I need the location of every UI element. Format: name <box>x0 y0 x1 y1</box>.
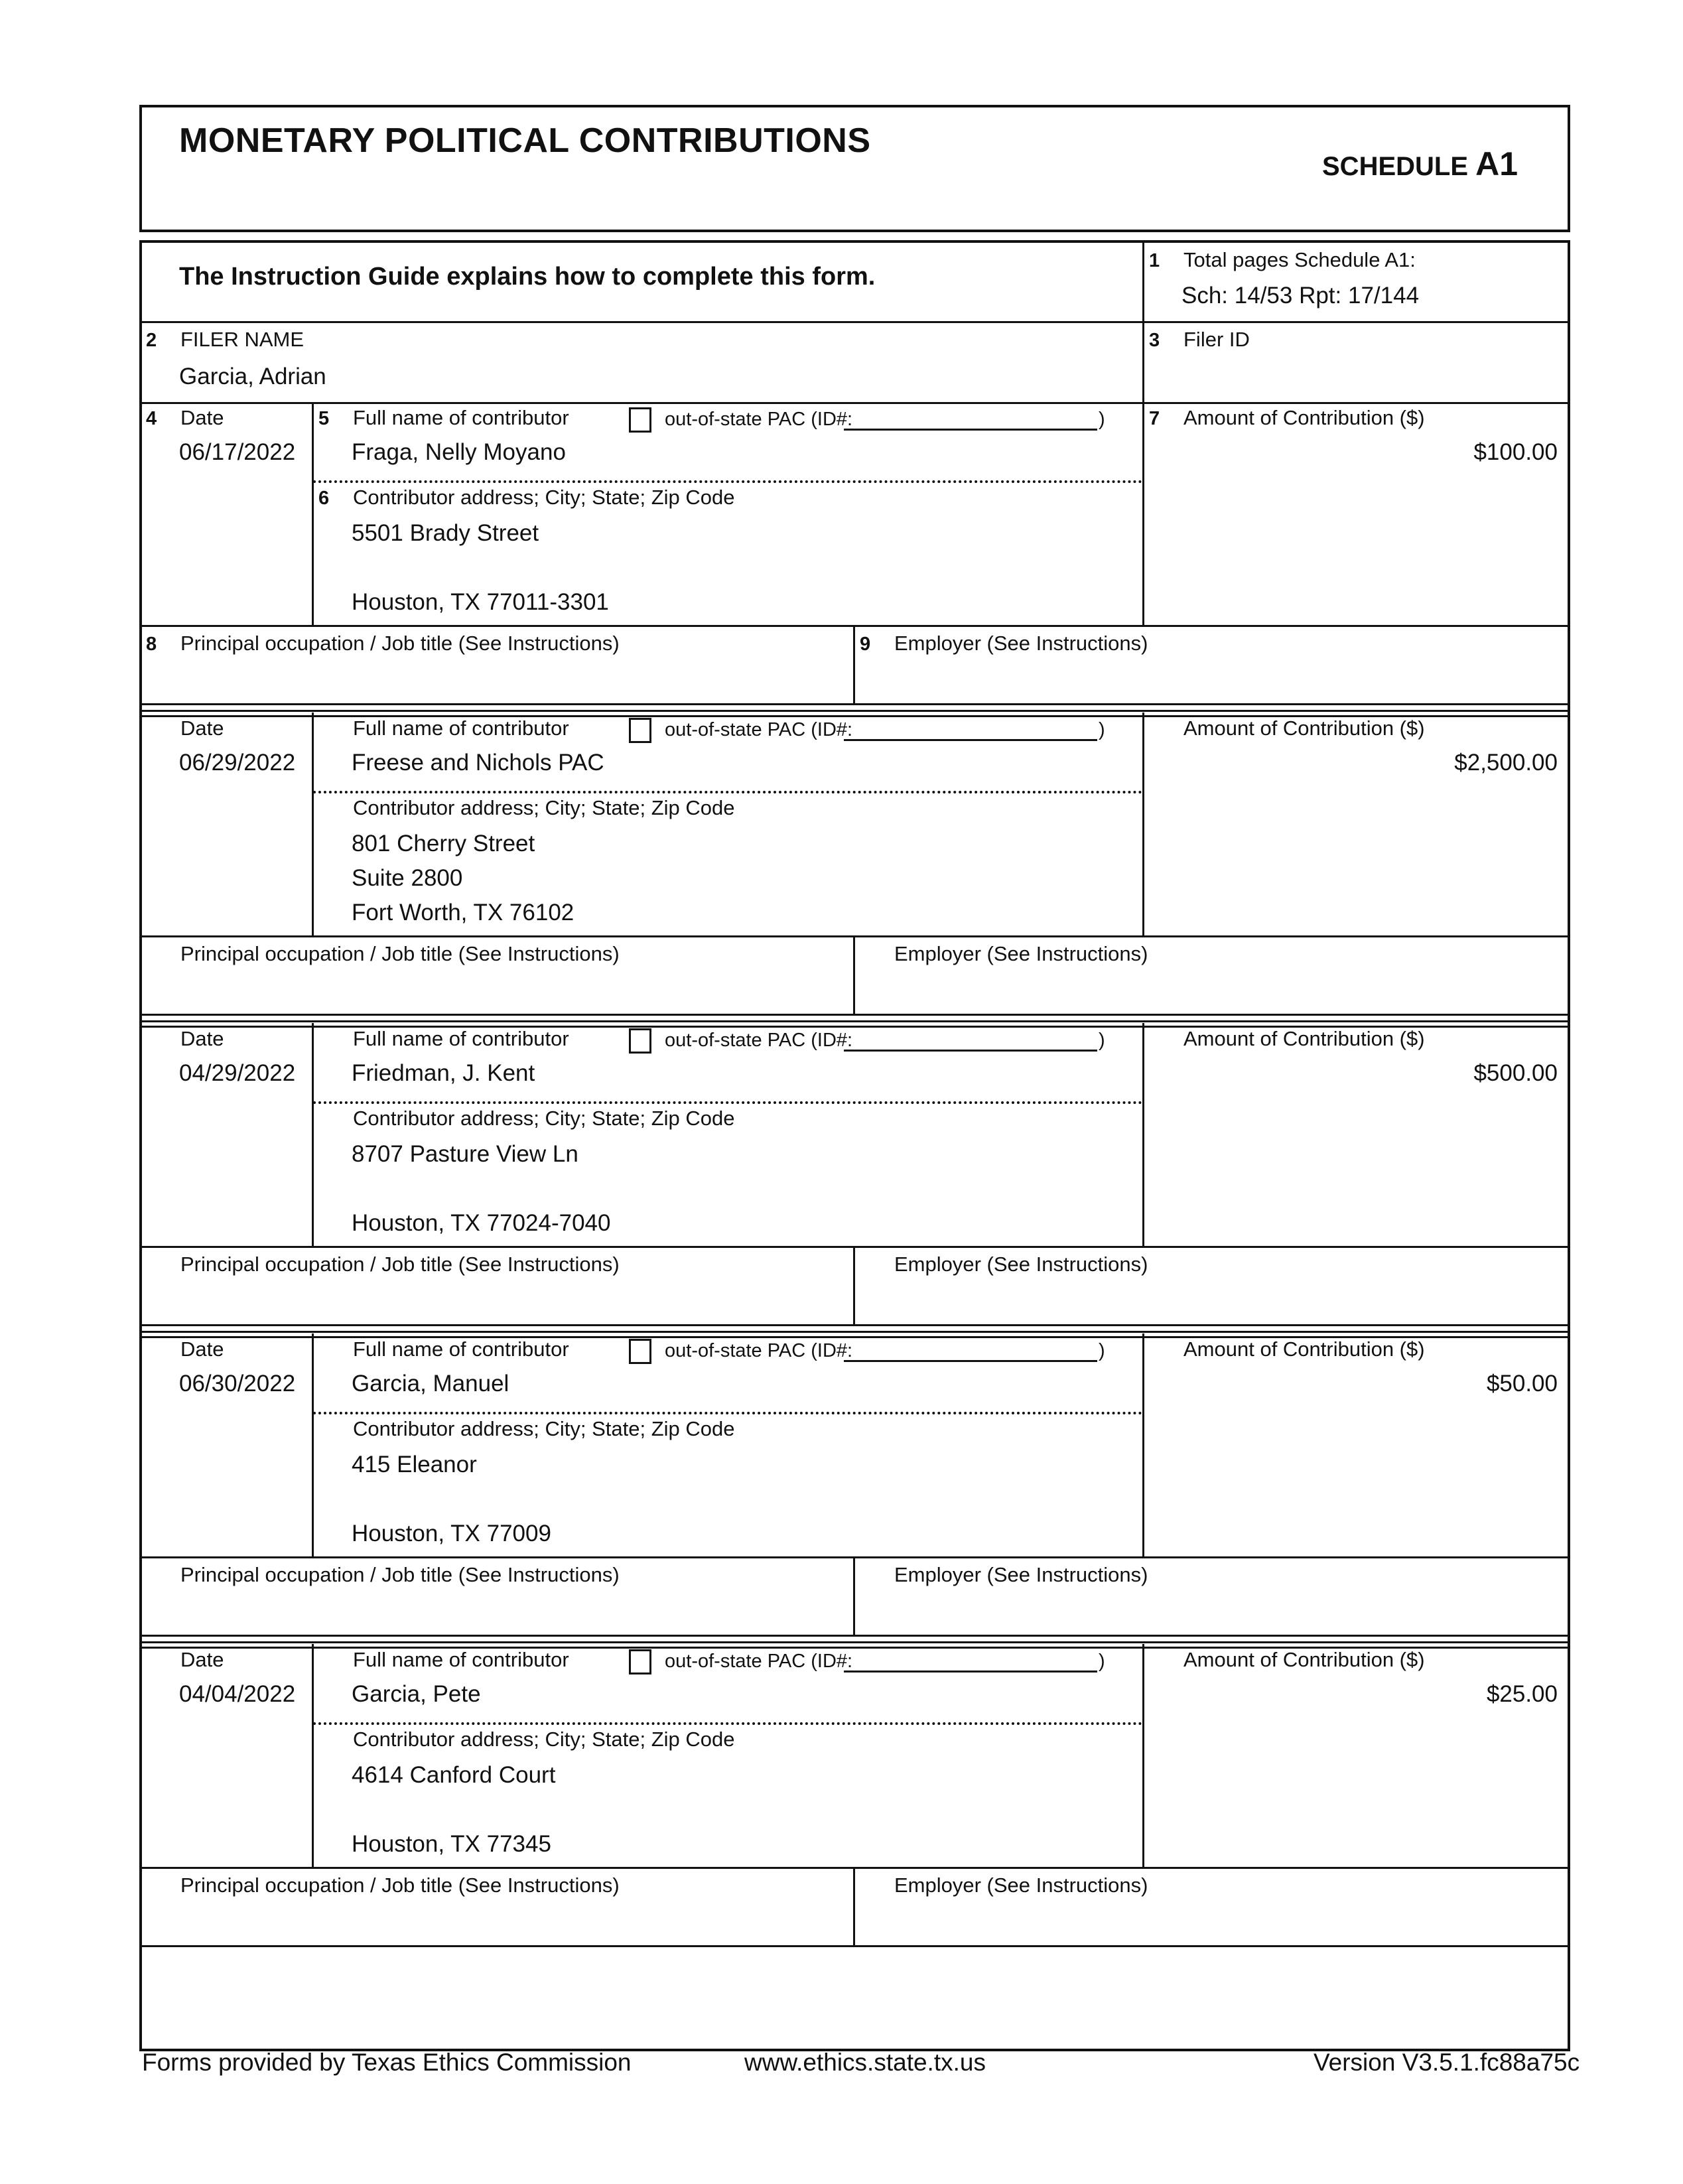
occupation-label-text: Principal occupation / Job title (See Instructions) <box>180 1563 620 1586</box>
amount-label <box>1149 717 1425 740</box>
date-label-text: Date <box>180 717 224 740</box>
contributor-name: Garcia, Pete <box>352 1681 481 1707</box>
amount-label-text: Amount of Contribution ($) <box>1183 1337 1425 1361</box>
contributor-name: Freese and Nichols PAC <box>352 750 604 776</box>
divider <box>141 1014 1569 1016</box>
contribution-date: 04/04/2022 <box>179 1681 296 1707</box>
divider <box>312 713 314 935</box>
divider <box>853 1867 855 1946</box>
employer-label-text: Employer (See Instructions) <box>894 1563 1148 1586</box>
occupation-label-text: Principal occupation / Job title (See Instructions) <box>180 632 620 655</box>
contributor-name-label <box>318 717 569 740</box>
entry-separator <box>141 1641 1569 1643</box>
occupation-label-text: Principal occupation / Job title (See Instructions) <box>180 1874 620 1897</box>
contributor-address-label-text: Contributor address; City; State; Zip Code <box>353 486 735 509</box>
contribution-date: 06/30/2022 <box>179 1371 296 1397</box>
total-pages-label <box>1149 248 1416 272</box>
contributor-name-label-text: Full name of contributor <box>353 1648 569 1671</box>
contribution-date: 06/17/2022 <box>179 439 296 465</box>
address-line-1: 5501 Brady Street <box>352 520 539 546</box>
employer-label <box>860 942 1148 966</box>
occupation-label <box>146 1874 620 1897</box>
pac-id-field[interactable] <box>844 1671 1097 1672</box>
out-of-state-pac-checkbox[interactable] <box>629 1028 651 1054</box>
address-line-3: Houston, TX 77009 <box>352 1521 551 1546</box>
divider <box>1142 1644 1144 1867</box>
date-label <box>146 717 224 740</box>
employer-label <box>860 1874 1148 1897</box>
amount-label <box>1149 1027 1425 1051</box>
contributor-name-label-text: Full name of contributor <box>353 717 569 740</box>
contribution-amount: $2,500.00 <box>1454 750 1558 776</box>
dotted-divider <box>313 791 1142 793</box>
divider <box>312 402 314 625</box>
field-number: 2 <box>146 330 157 351</box>
divider <box>141 1324 1569 1326</box>
contribution-date: 06/29/2022 <box>179 750 296 776</box>
contributor-name-label-text: Full name of contributor <box>353 1337 569 1361</box>
contributor-address-label-text: Contributor address; City; State; Zip Code <box>353 796 735 819</box>
date-label-text: Date <box>180 1337 224 1361</box>
employer-label-text: Employer (See Instructions) <box>894 1253 1148 1276</box>
divider <box>1142 402 1144 625</box>
address-line-3: Houston, TX 77011-3301 <box>352 589 609 615</box>
address-line-2: Suite 2800 <box>352 865 463 891</box>
employer-label-text: Employer (See Instructions) <box>894 632 1148 655</box>
contributor-name-label <box>318 1027 569 1051</box>
filer-id-label <box>1149 328 1250 352</box>
date-label <box>146 1337 224 1361</box>
schedule-word: SCHEDULE <box>1322 152 1469 181</box>
field-number: 9 <box>860 634 871 655</box>
pac-id-close: ) <box>1099 719 1105 740</box>
pac-id-field[interactable] <box>844 739 1097 741</box>
amount-label-text: Amount of Contribution ($) <box>1183 1648 1425 1671</box>
occupation-label-text: Principal occupation / Job title (See Instructions) <box>180 942 620 965</box>
instruction-text: The Instruction Guide explains how to complete this form. <box>179 263 876 291</box>
address-line-3: Houston, TX 77024-7040 <box>352 1210 611 1236</box>
contribution-amount: $100.00 <box>1473 439 1558 465</box>
divider <box>312 1333 314 1556</box>
entry-separator <box>141 1020 1569 1022</box>
dotted-divider <box>313 1101 1142 1104</box>
contributor-address-label <box>318 486 734 510</box>
contribution-amount: $50.00 <box>1486 1371 1558 1397</box>
out-of-state-pac-checkbox[interactable] <box>629 1339 651 1364</box>
divider <box>312 1644 314 1867</box>
field-number: 8 <box>146 634 157 655</box>
entry-separator <box>141 710 1569 712</box>
footer-version: Version V3.5.1.fc88a75c <box>1313 2049 1580 2076</box>
amount-label <box>1149 1648 1425 1672</box>
footer-provider: Forms provided by Texas Ethics Commission <box>142 2049 632 2076</box>
divider <box>853 1556 855 1636</box>
schedule-code: A1 <box>1475 145 1518 182</box>
divider <box>853 1246 855 1326</box>
dotted-divider <box>313 1412 1142 1414</box>
field-number: 6 <box>318 488 330 509</box>
amount-label-text: Amount of Contribution ($) <box>1183 717 1425 740</box>
date-label <box>146 406 224 430</box>
filer-id-text: Filer ID <box>1183 328 1250 351</box>
amount-label-text: Amount of Contribution ($) <box>1183 1027 1425 1050</box>
out-of-state-pac-checkbox[interactable] <box>629 1649 651 1674</box>
occupation-label <box>146 1563 620 1587</box>
pac-id-label: out-of-state PAC (ID#: <box>665 1030 853 1051</box>
contributor-name-label <box>318 1648 569 1672</box>
pac-id-close: ) <box>1099 1340 1105 1361</box>
out-of-state-pac-checkbox[interactable] <box>629 718 651 743</box>
total-pages-text: Total pages Schedule A1: <box>1183 248 1416 271</box>
date-label-text: Date <box>180 1648 224 1671</box>
dotted-divider <box>313 480 1142 483</box>
occupation-label <box>146 942 620 966</box>
contributor-name-label <box>318 406 569 430</box>
divider <box>141 1945 1569 1947</box>
occupation-label <box>146 632 620 655</box>
filer-name-label <box>146 328 304 352</box>
contributor-name-label-text: Full name of contributor <box>353 1027 569 1050</box>
employer-label-text: Employer (See Instructions) <box>894 942 1148 965</box>
filer-name-value: Garcia, Adrian <box>179 364 326 389</box>
divider <box>1142 713 1144 935</box>
divider <box>141 1635 1569 1637</box>
total-pages-value: Sch: 14/53 Rpt: 17/144 <box>1181 283 1420 308</box>
dotted-divider <box>313 1722 1142 1725</box>
contributor-name-label <box>318 1337 569 1361</box>
field-number: 7 <box>1149 408 1160 429</box>
date-label <box>146 1027 224 1051</box>
divider <box>1142 1023 1144 1246</box>
address-line-1: 415 Eleanor <box>352 1452 477 1477</box>
field-number: 4 <box>146 408 157 429</box>
occupation-label-text: Principal occupation / Job title (See Instructions) <box>180 1253 620 1276</box>
footer-url[interactable]: www.ethics.state.tx.us <box>744 2049 986 2076</box>
pac-id-label: out-of-state PAC (ID#: <box>665 409 853 430</box>
employer-label <box>860 1563 1148 1587</box>
amount-label <box>1149 406 1425 430</box>
contributor-address-label-text: Contributor address; City; State; Zip Code <box>353 1107 735 1130</box>
divider <box>141 703 1569 705</box>
pac-id-close: ) <box>1099 1651 1105 1672</box>
date-label-text: Date <box>180 1027 224 1050</box>
address-line-1: 8707 Pasture View Ln <box>352 1141 578 1167</box>
contributor-name: Fraga, Nelly Moyano <box>352 439 566 465</box>
amount-label <box>1149 1337 1425 1361</box>
pac-id-label: out-of-state PAC (ID#: <box>665 1651 853 1672</box>
divider <box>141 402 1569 404</box>
contribution-date: 04/29/2022 <box>179 1060 296 1086</box>
divider <box>853 625 855 705</box>
pac-id-field[interactable] <box>844 1050 1097 1052</box>
divider <box>141 321 1569 323</box>
field-number: 5 <box>318 408 330 429</box>
divider <box>1142 1333 1144 1556</box>
contribution-amount: $500.00 <box>1473 1060 1558 1086</box>
contributor-address-label-text: Contributor address; City; State; Zip Code <box>353 1728 735 1751</box>
contributor-address-label <box>318 1107 734 1130</box>
pac-id-label: out-of-state PAC (ID#: <box>665 719 853 740</box>
form-title: MONETARY POLITICAL CONTRIBUTIONS <box>179 121 871 160</box>
address-line-3: Fort Worth, TX 76102 <box>352 900 574 925</box>
date-label-text: Date <box>180 406 224 429</box>
pac-id-field[interactable] <box>844 429 1097 431</box>
contributor-name-label-text: Full name of contributor <box>353 406 569 429</box>
contributor-address-label <box>318 1417 734 1441</box>
address-line-1: 801 Cherry Street <box>352 831 535 856</box>
filer-name-text: FILER NAME <box>180 328 304 351</box>
contributor-name: Garcia, Manuel <box>352 1371 509 1397</box>
employer-label-text: Employer (See Instructions) <box>894 1874 1148 1897</box>
contributor-address-label-text: Contributor address; City; State; Zip Code <box>353 1417 735 1440</box>
contribution-amount: $25.00 <box>1486 1681 1558 1707</box>
field-number: 1 <box>1149 250 1160 271</box>
divider <box>312 1023 314 1246</box>
occupation-label <box>146 1253 620 1276</box>
employer-label <box>860 1253 1148 1276</box>
contributor-name: Friedman, J. Kent <box>352 1060 535 1086</box>
entry-separator <box>141 1331 1569 1333</box>
out-of-state-pac-checkbox[interactable] <box>629 407 651 433</box>
contributor-address-label <box>318 1728 734 1751</box>
address-line-1: 4614 Canford Court <box>352 1762 556 1788</box>
date-label <box>146 1648 224 1672</box>
pac-id-close: ) <box>1099 1030 1105 1051</box>
pac-id-field[interactable] <box>844 1360 1097 1362</box>
employer-label <box>860 632 1148 655</box>
field-number: 3 <box>1149 330 1160 351</box>
address-line-3: Houston, TX 77345 <box>352 1831 551 1857</box>
amount-label-text: Amount of Contribution ($) <box>1183 406 1425 429</box>
schedule-label <box>1322 145 1518 183</box>
pac-id-close: ) <box>1099 409 1105 430</box>
contributor-address-label <box>318 796 734 820</box>
divider <box>853 935 855 1015</box>
pac-id-label: out-of-state PAC (ID#: <box>665 1340 853 1361</box>
